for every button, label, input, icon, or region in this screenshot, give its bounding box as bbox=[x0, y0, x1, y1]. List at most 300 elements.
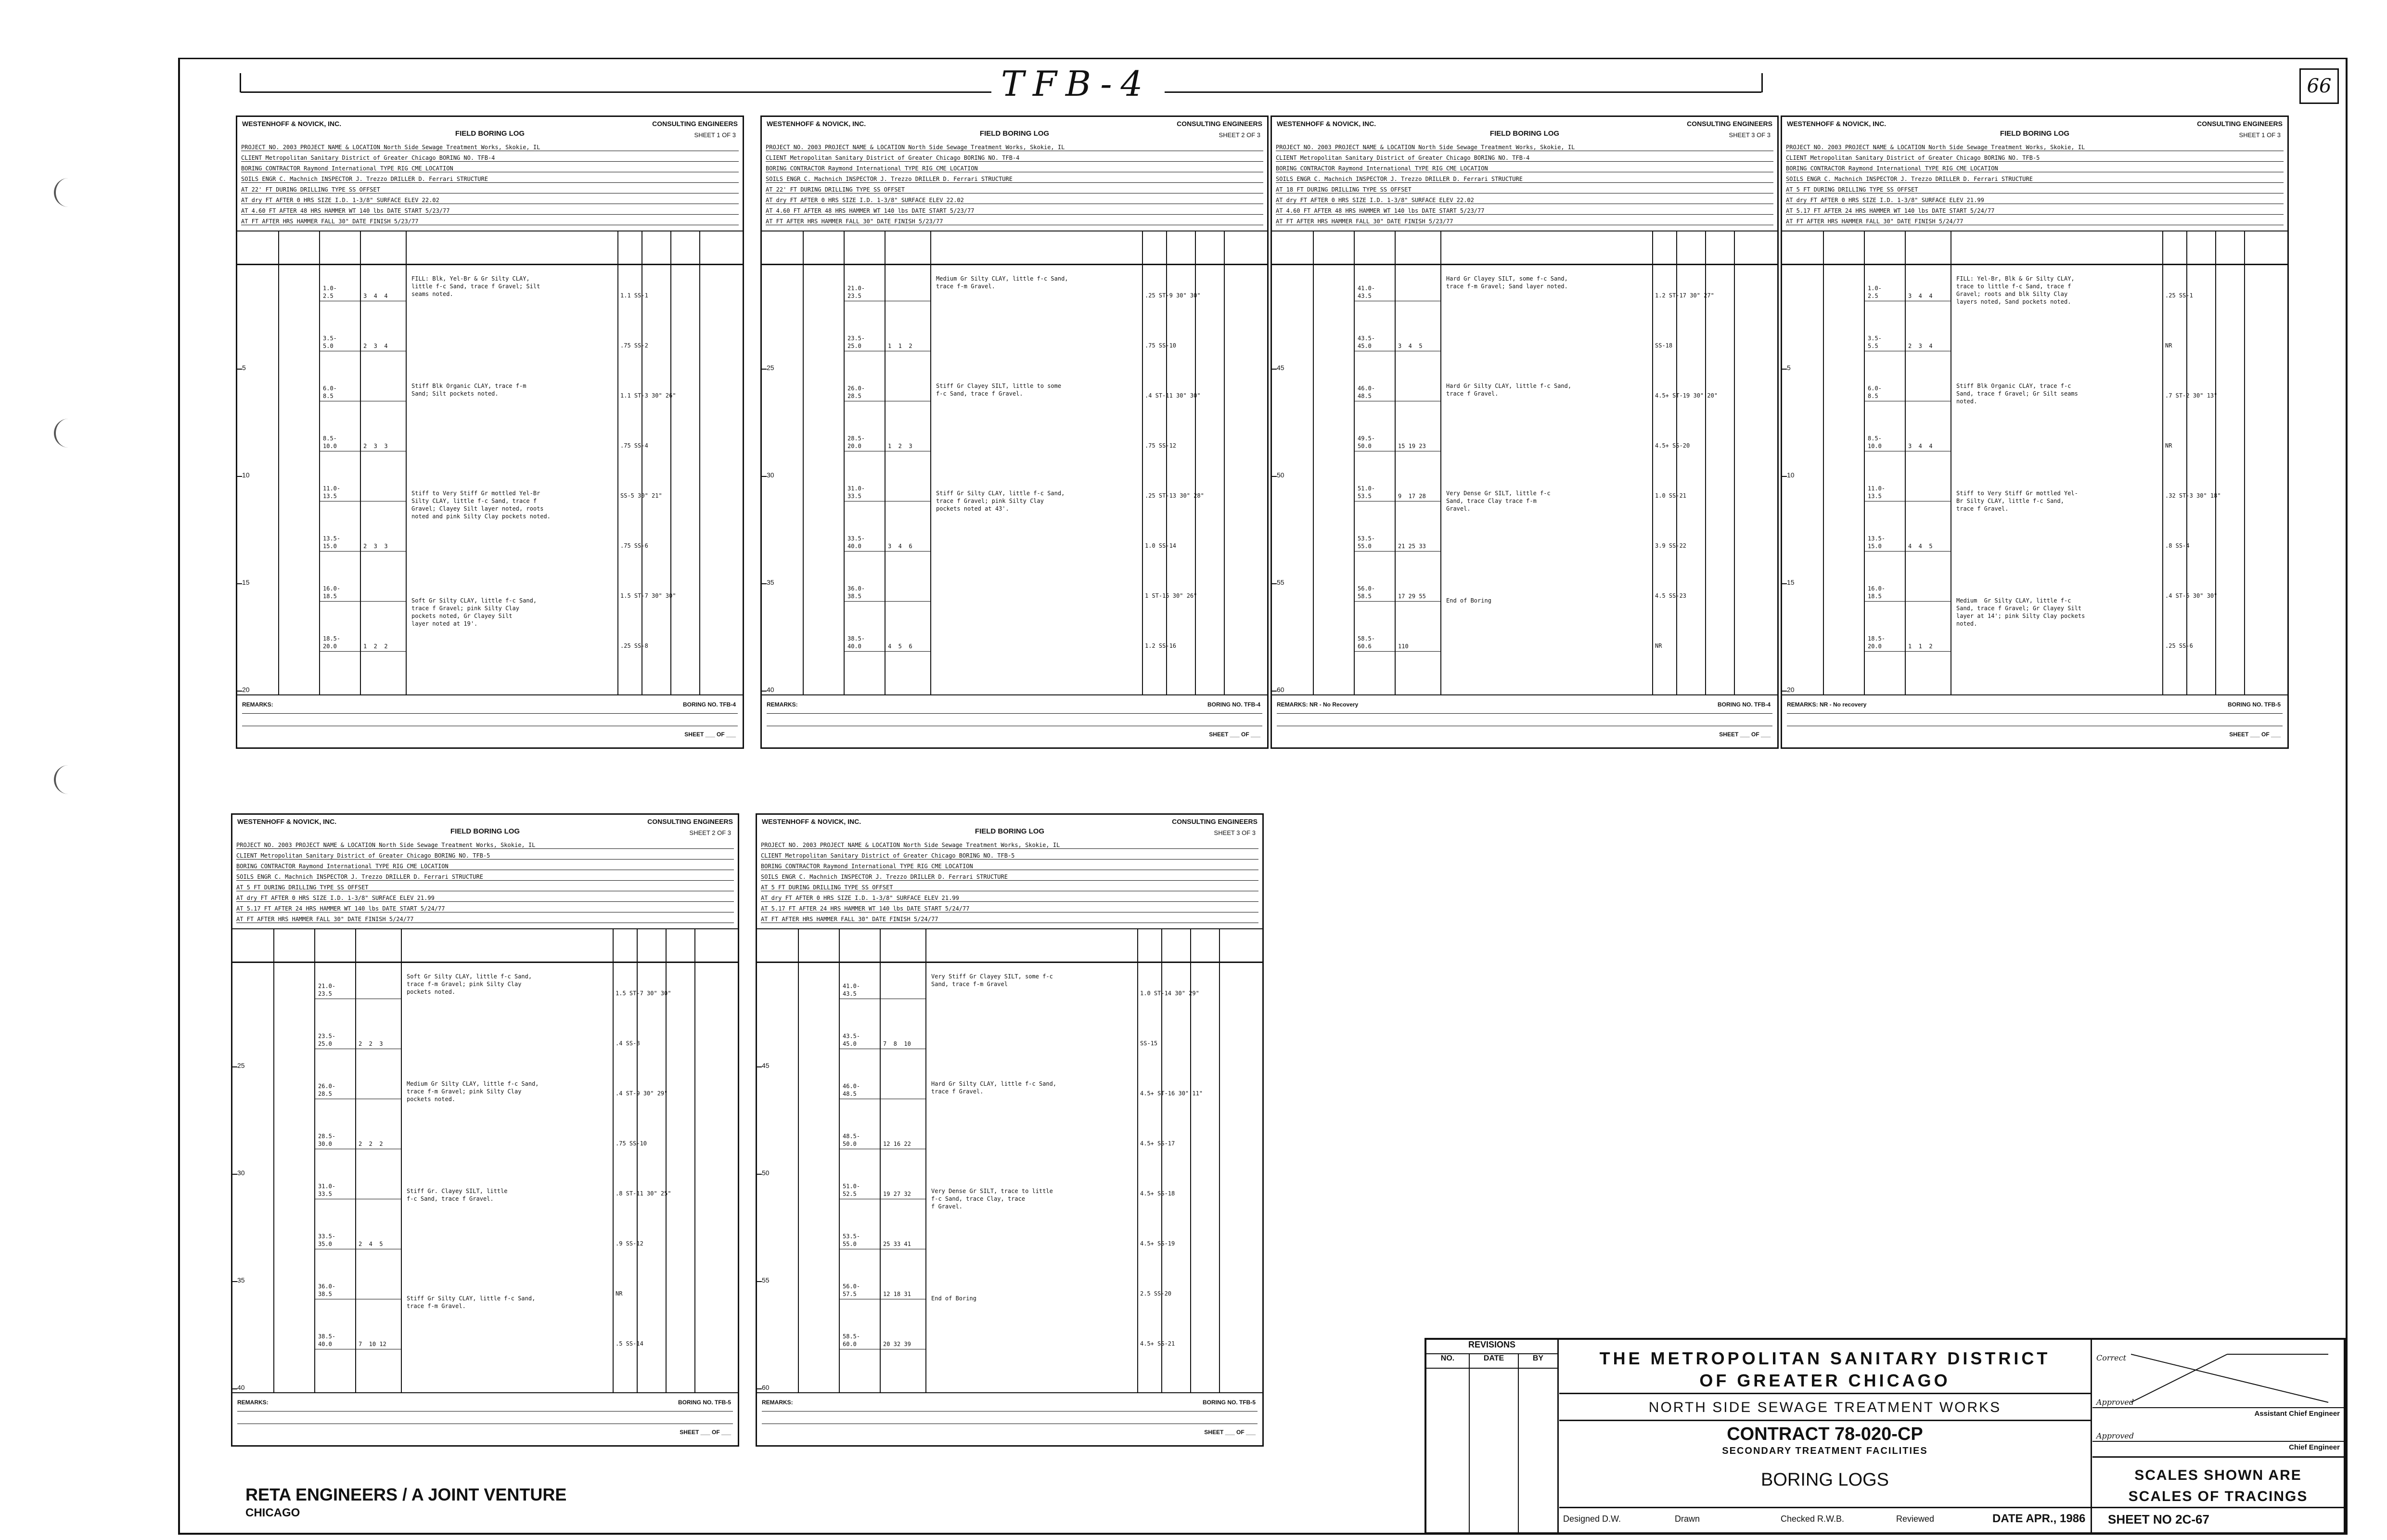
column-rule bbox=[803, 231, 804, 694]
sample-type-number: .25 SS-6 bbox=[2165, 642, 2193, 649]
depth-marker: 60 bbox=[1277, 686, 1284, 693]
sample-depth-range: 46.0- 48.5 bbox=[843, 1083, 860, 1097]
consulting-engineers-label: CONSULTING ENGINEERS bbox=[1177, 120, 1262, 128]
sample-type-number: 2.5 SS-20 bbox=[1140, 1290, 1172, 1297]
sample-type-number: .7 ST-2 30" 13" bbox=[2165, 392, 2218, 399]
log-sheet-number: SHEET 3 OF 3 bbox=[1729, 131, 1771, 139]
sample-blow-counts: 12 16 22 bbox=[883, 1141, 911, 1147]
remarks: REMARKS: bbox=[767, 701, 798, 708]
column-rule bbox=[670, 231, 671, 694]
sample-type-number: SS-15 bbox=[1140, 1040, 1158, 1047]
sample-depth-range: 28.5- 30.0 bbox=[318, 1133, 336, 1147]
revision-by-header: BY bbox=[1519, 1354, 1557, 1369]
sample-depth-range: 23.5- 25.0 bbox=[847, 335, 865, 349]
title-block-main bbox=[1559, 1340, 2092, 1532]
log-header bbox=[1782, 117, 2287, 265]
depth-tick bbox=[757, 1281, 762, 1282]
header-field-water2: AT dry FT AFTER 0 HRS SIZE I.D. 1-3/8" SURFACE ELEV 21.99 bbox=[236, 895, 734, 902]
column-rule bbox=[613, 928, 614, 1392]
column-rule bbox=[2215, 231, 2216, 694]
sample-depth-range: 1.0- 2.5 bbox=[1868, 285, 1882, 299]
soil-description: End of Boring bbox=[1446, 597, 1491, 604]
depth-marker: 15 bbox=[1787, 578, 1795, 586]
sample-type-number: .25 SS-1 bbox=[2165, 292, 2193, 299]
sample-depth-range: 51.0- 52.5 bbox=[843, 1183, 860, 1197]
consulting-engineers-label: CONSULTING ENGINEERS bbox=[1687, 120, 1772, 128]
depth-tick bbox=[757, 1388, 762, 1389]
column-rule bbox=[1313, 231, 1314, 694]
sample-type-number: 4.5+ ST-16 30" 11" bbox=[1140, 1090, 1203, 1097]
sample-depth-range: 16.0- 18.5 bbox=[1868, 585, 1886, 600]
firm-name: WESTENHOFF & NOVICK, INC. bbox=[1787, 120, 1886, 128]
depth-marker: 30 bbox=[767, 471, 774, 479]
column-headers bbox=[757, 928, 1262, 962]
sample-type-number: .75 SS-2 bbox=[620, 342, 648, 349]
column-rule bbox=[355, 928, 356, 1392]
sample-blow-counts: 4 4 5 bbox=[1908, 543, 1933, 550]
scales-note-line-1: SCALES SHOWN ARE bbox=[2134, 1467, 2302, 1483]
sample-type-number: .5 SS-14 bbox=[616, 1340, 643, 1347]
title-bracket-line-right bbox=[1165, 91, 1761, 93]
header-field-water3: AT 4.60 FT AFTER 48 HRS HAMMER WT 140 lbs DATE START 5/23/77 bbox=[766, 207, 1263, 215]
header-field-engineer: SOILS ENGR C. Machnich INSPECTOR J. Trezzo DRILLER D. Ferrari STRUCTURE bbox=[1276, 176, 1773, 183]
column-rule bbox=[314, 928, 315, 1392]
firm-name: WESTENHOFF & NOVICK, INC. bbox=[762, 818, 861, 825]
sample-type-number: .75 SS-10 bbox=[1145, 342, 1177, 349]
log-body-bottom bbox=[762, 694, 1267, 695]
sample-blow-counts: 1 2 2 bbox=[363, 643, 388, 650]
depth-tick bbox=[237, 691, 242, 692]
sample-depth-range: 31.0- 33.5 bbox=[847, 485, 865, 500]
sample-blow-counts: 2 3 4 bbox=[363, 343, 388, 349]
sample-type-number: 4.5+ SS-20 bbox=[1655, 442, 1690, 449]
approved-label-2: Approved bbox=[2096, 1431, 2134, 1440]
sample-type-number: 1 ST-15 30" 26" bbox=[1145, 592, 1197, 599]
column-rule bbox=[1905, 231, 1906, 694]
remarks: REMARKS: bbox=[242, 701, 273, 708]
depth-marker: 25 bbox=[767, 364, 774, 372]
log-sheet-number: SHEET 1 OF 3 bbox=[694, 131, 736, 139]
header-field-client: CLIENT Metropolitan Sanitary District of Greater Chicago BORING NO. TFB-4 bbox=[1276, 154, 1773, 162]
sample-depth-range: 11.0- 13.5 bbox=[323, 485, 341, 500]
sample-type-number: .25 SS-8 bbox=[620, 642, 648, 649]
column-rule bbox=[2162, 231, 2163, 694]
boring-number: BORING NO. TFB-4 bbox=[683, 701, 736, 708]
depth-tick bbox=[762, 476, 767, 477]
sample-row-rule bbox=[1864, 551, 1951, 552]
header-field-client: CLIENT Metropolitan Sanitary District of Greater Chicago BORING NO. TFB-4 bbox=[766, 154, 1263, 162]
header-field-project: PROJECT NO. 2003 PROJECT NAME & LOCATION North Side Sewage Treatment Works, Skokie, IL bbox=[1276, 144, 1773, 151]
soil-description: FILL: Blk, Yel-Br & Gr Silty CLAY, little f-c Sand, trace f Gravel; Silt seams noted. bbox=[411, 275, 540, 297]
sheet-of-field: SHEET ___ OF ___ bbox=[1209, 731, 1260, 738]
remarks-line bbox=[242, 713, 738, 714]
sample-blow-counts: 110 bbox=[1398, 643, 1409, 650]
header-field-engineer: SOILS ENGR C. Machnich INSPECTOR J. Trezzo DRILLER D. Ferrari STRUCTURE bbox=[766, 176, 1263, 183]
firm-name: WESTENHOFF & NOVICK, INC. bbox=[1277, 120, 1376, 128]
column-rule bbox=[1195, 231, 1196, 694]
soil-description: Medium Gr Silty CLAY, little f-c Sand, trace f-m Gravel; pink Silty Clay pockets noted. bbox=[407, 1080, 539, 1103]
sample-type-number: 1.0 ST-14 30" 29" bbox=[1140, 990, 1199, 997]
soil-description: Very Dense Gr SILT, trace to little f-c Sand, trace Clay, trace f Gravel. bbox=[931, 1188, 1053, 1210]
log-title: FIELD BORING LOG bbox=[975, 827, 1045, 835]
depth-marker: 40 bbox=[767, 686, 774, 693]
depth-marker: 15 bbox=[242, 578, 250, 586]
log-title: FIELD BORING LOG bbox=[2000, 129, 2070, 138]
header-field-water3: AT 5.17 FT AFTER 24 HRS HAMMER WT 140 lbs DATE START 5/24/77 bbox=[761, 905, 1258, 912]
scales-note bbox=[2092, 1465, 2344, 1507]
column-rule bbox=[694, 928, 695, 1392]
column-rule bbox=[1354, 231, 1355, 694]
sample-depth-range: 33.5- 40.0 bbox=[847, 535, 865, 550]
header-field-water3: AT 4.60 FT AFTER 48 HRS HAMMER WT 140 lbs DATE START 5/23/77 bbox=[1276, 207, 1773, 215]
drawn-by: Drawn bbox=[1675, 1514, 1700, 1524]
header-field-water1: AT 5 FT DURING DRILLING TYPE SS OFFSET bbox=[236, 884, 734, 891]
soil-description: Hard Gr Silty CLAY, little f-c Sand, trace f Gravel. bbox=[931, 1080, 1057, 1095]
header-field-client: CLIENT Metropolitan Sanitary District of Greater Chicago BORING NO. TFB-5 bbox=[1786, 154, 2284, 162]
sample-type-number: 4.5+ SS-18 bbox=[1140, 1190, 1175, 1197]
sample-depth-range: 6.0- 8.5 bbox=[323, 385, 337, 399]
sample-blow-counts: 12 18 31 bbox=[883, 1291, 911, 1297]
firm-name: WESTENHOFF & NOVICK, INC. bbox=[767, 120, 866, 128]
log-header bbox=[762, 117, 1267, 265]
sample-type-number: SS-5 30" 21" bbox=[620, 492, 662, 499]
column-rule bbox=[930, 231, 931, 694]
depth-tick bbox=[237, 476, 242, 477]
sample-depth-range: 43.5- 45.0 bbox=[1358, 335, 1375, 349]
sample-depth-range: 26.0- 28.5 bbox=[847, 385, 865, 399]
boring-number: BORING NO. TFB-4 bbox=[1718, 701, 1771, 708]
column-rule bbox=[839, 928, 840, 1392]
depth-marker: 55 bbox=[762, 1276, 770, 1284]
boring-number: BORING NO. TFB-5 bbox=[2228, 701, 2281, 708]
sample-type-number: .32 ST-3 30" 18" bbox=[2165, 492, 2221, 499]
sample-row-rule bbox=[1864, 651, 1951, 652]
column-rule bbox=[1219, 928, 1220, 1392]
depth-tick bbox=[1782, 369, 1787, 370]
sample-row-rule bbox=[844, 651, 930, 652]
sample-type-number: 4.5+ SS-19 bbox=[1140, 1240, 1175, 1247]
header-field-water4: AT FT AFTER HRS HAMMER FALL 30" DATE FINISH 5/23/77 bbox=[241, 218, 739, 225]
depth-tick bbox=[1782, 691, 1787, 692]
header-field-water2: AT dry FT AFTER 0 HRS SIZE I.D. 1-3/8" SURFACE ELEV 22.02 bbox=[766, 197, 1263, 204]
sample-depth-range: 3.5- 5.5 bbox=[1868, 335, 1882, 349]
header-field-water1: AT 18 FT DURING DRILLING TYPE SS OFFSET bbox=[1276, 186, 1773, 193]
column-headers bbox=[1782, 231, 2287, 265]
header-field-water4: AT FT AFTER HRS HAMMER FALL 30" DATE FINISH 5/23/77 bbox=[766, 218, 1263, 225]
depth-tick bbox=[1272, 369, 1277, 370]
sample-depth-range: 8.5- 10.0 bbox=[323, 435, 337, 449]
title-divider bbox=[1559, 1420, 2091, 1421]
log-body-bottom bbox=[1782, 694, 2287, 695]
soil-description: Very Stiff Gr Clayey SILT, some f-c Sand, trace f-m Gravel bbox=[931, 973, 1053, 988]
header-field-project: PROJECT NO. 2003 PROJECT NAME & LOCATION North Side Sewage Treatment Works, Skokie, IL bbox=[236, 842, 734, 849]
remarks-line bbox=[767, 713, 1262, 714]
sample-depth-range: 33.5- 35.0 bbox=[318, 1233, 336, 1247]
sample-row-rule bbox=[1354, 551, 1440, 552]
sample-blow-counts: 3 4 5 bbox=[1398, 343, 1423, 349]
column-rule bbox=[319, 231, 320, 694]
sample-type-number: .25 ST-9 30" 30" bbox=[1145, 292, 1201, 299]
depth-marker: 45 bbox=[762, 1062, 770, 1069]
sample-row-rule bbox=[844, 601, 930, 602]
depth-marker: 45 bbox=[1277, 364, 1284, 372]
sample-blow-counts: 2 2 3 bbox=[359, 1040, 383, 1047]
log-sheet-number: SHEET 2 OF 3 bbox=[1219, 131, 1260, 139]
column-rule bbox=[401, 928, 402, 1392]
log-title: FIELD BORING LOG bbox=[979, 129, 1050, 138]
header-field-client: CLIENT Metropolitan Sanitary District of Greater Chicago BORING NO. TFB-5 bbox=[236, 852, 734, 860]
consulting-engineers-label: CONSULTING ENGINEERS bbox=[2197, 120, 2283, 128]
depth-tick bbox=[1272, 691, 1277, 692]
soil-description: Stiff Gr Silty CLAY, little f-c Sand, trace f-m Gravel. bbox=[407, 1295, 536, 1309]
revision-col-divider bbox=[1469, 1368, 1470, 1532]
depth-marker: 30 bbox=[237, 1169, 245, 1177]
sample-depth-range: 8.5- 10.0 bbox=[1868, 435, 1882, 449]
field-boring-log bbox=[236, 116, 744, 749]
column-rule bbox=[273, 928, 274, 1392]
column-rule bbox=[1137, 928, 1138, 1392]
sample-type-number: .4 ST-11 30" 30" bbox=[1145, 392, 1201, 399]
sample-type-number: 4.5+ ST-19 30" 20" bbox=[1655, 392, 1718, 399]
sample-type-number: 4.5+ SS-21 bbox=[1140, 1340, 1175, 1347]
column-rule bbox=[1734, 231, 1735, 694]
depth-tick bbox=[232, 1066, 237, 1067]
scales-note-line-2: SCALES OF TRACINGS bbox=[2128, 1489, 2308, 1504]
sample-row-rule bbox=[844, 551, 930, 552]
sample-depth-range: 41.0- 43.5 bbox=[1358, 285, 1375, 299]
sample-depth-range: 53.5- 55.0 bbox=[843, 1233, 860, 1247]
sheet-of-field: SHEET ___ OF ___ bbox=[684, 731, 736, 738]
log-sheet-number: SHEET 2 OF 3 bbox=[689, 829, 731, 836]
header-field-water4: AT FT AFTER HRS HAMMER FALL 30" DATE FINISH 5/24/77 bbox=[236, 916, 734, 923]
sample-type-number: 1.0 SS-21 bbox=[1655, 492, 1687, 499]
field-boring-log bbox=[760, 116, 1269, 749]
depth-marker: 10 bbox=[242, 471, 250, 479]
column-rule bbox=[1652, 231, 1653, 694]
column-rule bbox=[666, 928, 667, 1392]
chief-engineer-label: Chief Engineer bbox=[2289, 1443, 2340, 1451]
sample-depth-range: 16.0- 18.5 bbox=[323, 585, 341, 600]
column-rule bbox=[360, 231, 361, 694]
header-field-water1: AT 22' FT DURING DRILLING TYPE SS OFFSET bbox=[241, 186, 739, 193]
log-body-bottom bbox=[237, 694, 743, 695]
sample-depth-range: 23.5- 25.0 bbox=[318, 1033, 336, 1047]
firm-name: WESTENHOFF & NOVICK, INC. bbox=[242, 120, 342, 128]
depth-marker: 20 bbox=[1787, 686, 1795, 693]
signature-line bbox=[2092, 1407, 2344, 1408]
sample-blow-counts: 2 2 2 bbox=[359, 1141, 383, 1147]
column-rule bbox=[1161, 928, 1162, 1392]
header-field-water3: AT 5.17 FT AFTER 24 HRS HAMMER WT 140 lbs DATE START 5/24/77 bbox=[1786, 207, 2284, 215]
sample-depth-range: 53.5- 55.0 bbox=[1358, 535, 1375, 550]
depth-marker: 35 bbox=[237, 1276, 245, 1284]
column-headers bbox=[1272, 231, 1777, 265]
column-rule bbox=[1142, 231, 1143, 694]
project-name: NORTH SIDE SEWAGE TREATMENT WORKS bbox=[1648, 1399, 2002, 1415]
sample-depth-range: 36.0- 38.5 bbox=[318, 1283, 336, 1297]
log-title: FIELD BORING LOG bbox=[1489, 129, 1560, 138]
contract-number: CONTRACT 78-020-CP bbox=[1727, 1424, 1923, 1444]
punch-hole-mark bbox=[54, 765, 68, 794]
log-body-bottom bbox=[757, 1392, 1262, 1393]
depth-tick bbox=[1272, 476, 1277, 477]
depth-tick bbox=[762, 583, 767, 584]
depth-tick bbox=[232, 1388, 237, 1389]
sample-blow-counts: 2 4 5 bbox=[359, 1241, 383, 1247]
district-name-line-1: THE METROPOLITAN SANITARY DISTRICT bbox=[1599, 1348, 2051, 1368]
header-field-water1: AT 5 FT DURING DRILLING TYPE SS OFFSET bbox=[1786, 186, 2284, 193]
sample-type-number: .8 ST-11 30" 25" bbox=[616, 1190, 671, 1197]
title-bracket-cap-left bbox=[240, 73, 241, 92]
firm-name: WESTENHOFF & NOVICK, INC. bbox=[237, 818, 337, 825]
sample-depth-range: 18.5- 20.0 bbox=[323, 635, 341, 650]
sample-type-number: .75 SS-4 bbox=[620, 442, 648, 449]
header-field-engineer: SOILS ENGR C. Machnich INSPECTOR J. Trezzo DRILLER D. Ferrari STRUCTURE bbox=[1786, 176, 2284, 183]
sample-blow-counts: 25 33 41 bbox=[883, 1241, 911, 1247]
soil-description: Stiff to Very Stiff Gr mottled Yel-Br Silty CLAY, little f-c Sand, trace f Gravel; Clayey Silt layer noted, roots noted and pink Silty Clay pockets noted. bbox=[411, 490, 551, 520]
sample-type-number: NR bbox=[1655, 642, 1662, 649]
column-rule bbox=[406, 231, 407, 694]
sample-depth-range: 13.5- 15.0 bbox=[323, 535, 341, 550]
consulting-engineers-label: CONSULTING ENGINEERS bbox=[652, 120, 738, 128]
column-rule bbox=[699, 231, 700, 694]
drawing-date: DATE APR., 1986 bbox=[1992, 1512, 2086, 1525]
remarks-line bbox=[1277, 713, 1772, 714]
sample-type-number: .4 ST-5 30" 30" bbox=[2165, 592, 2218, 599]
approval-cross-mark bbox=[2131, 1349, 2333, 1407]
depth-tick bbox=[232, 1281, 237, 1282]
sample-blow-counts: 9 17 28 bbox=[1398, 493, 1426, 500]
sample-row-rule bbox=[1354, 651, 1440, 652]
boring-number: BORING NO. TFB-4 bbox=[1207, 701, 1260, 708]
soil-description: FILL: Yel-Br, Blk & Gr Silty CLAY, trace to little f-c Sand, trace f Gravel; roots and blk Silty Clay layers noted, Sand pockets noted. bbox=[1956, 275, 2075, 305]
sample-blow-counts: 3 4 4 bbox=[1908, 443, 1933, 449]
soil-description: Stiff to Very Stiff Gr mottled Yel- Br Silty CLAY, little f-c Sand, trace f Gravel. bbox=[1956, 490, 2078, 512]
remarks-line bbox=[762, 1411, 1258, 1412]
sample-depth-range: 11.0- 13.5 bbox=[1868, 485, 1886, 500]
sample-blow-counts: 3 4 4 bbox=[363, 293, 388, 299]
checked-by: Checked R.W.B. bbox=[1781, 1514, 1845, 1524]
title-divider bbox=[1559, 1393, 2091, 1394]
sample-type-number: 4.5 SS-23 bbox=[1655, 592, 1687, 599]
sample-type-number: .25 ST-13 30" 28" bbox=[1145, 492, 1204, 499]
sample-depth-range: 3.5- 5.0 bbox=[323, 335, 337, 349]
soil-description: Stiff Gr. Clayey SILT, little f-c Sand, trace f Gravel. bbox=[407, 1188, 508, 1202]
approvals-block bbox=[2092, 1340, 2344, 1532]
depth-marker: 20 bbox=[242, 686, 250, 693]
column-rule bbox=[1705, 231, 1706, 694]
header-field-project: PROJECT NO. 2003 PROJECT NAME & LOCATION North Side Sewage Treatment Works, Skokie, IL bbox=[1786, 144, 2284, 151]
header-field-contractor: BORING CONTRACTOR Raymond International TYPE RIG CME LOCATION bbox=[1276, 165, 1773, 172]
sample-row-rule bbox=[319, 551, 406, 552]
sample-depth-range: 6.0- 8.5 bbox=[1868, 385, 1882, 399]
sample-blow-counts: 1 1 2 bbox=[1908, 643, 1933, 650]
approval-divider bbox=[2092, 1456, 2344, 1458]
depth-marker: 40 bbox=[237, 1384, 245, 1391]
sample-depth-range: 38.5- 40.0 bbox=[847, 635, 865, 650]
sample-type-number: 1.5 ST-7 30" 30" bbox=[616, 990, 671, 997]
sample-depth-range: 56.0- 57.5 bbox=[843, 1283, 860, 1297]
boring-number: BORING NO. TFB-5 bbox=[678, 1399, 731, 1406]
handwritten-title: TFB-4 bbox=[1001, 64, 1152, 104]
remarks-line bbox=[1787, 713, 2283, 714]
header-field-water1: AT 5 FT DURING DRILLING TYPE SS OFFSET bbox=[761, 884, 1258, 891]
column-rule bbox=[637, 928, 638, 1392]
header-field-water1: AT 22' FT DURING DRILLING TYPE SS OFFSET bbox=[766, 186, 1263, 193]
sample-depth-range: 41.0- 43.5 bbox=[843, 983, 860, 997]
depth-tick bbox=[1782, 583, 1787, 584]
sheet-of-field: SHEET ___ OF ___ bbox=[1204, 1429, 1256, 1436]
header-field-water3: AT 5.17 FT AFTER 24 HRS HAMMER WT 140 lbs DATE START 5/24/77 bbox=[236, 905, 734, 912]
depth-marker: 60 bbox=[762, 1384, 770, 1391]
sample-blow-counts: 17 29 55 bbox=[1398, 593, 1426, 600]
consulting-engineers-label: CONSULTING ENGINEERS bbox=[647, 818, 733, 825]
log-header bbox=[232, 815, 738, 963]
header-field-water4: AT FT AFTER HRS HAMMER FALL 30" DATE FINISH 5/24/77 bbox=[761, 916, 1258, 923]
field-boring-log bbox=[756, 813, 1264, 1447]
soil-description: End of Boring bbox=[931, 1295, 976, 1302]
sample-depth-range: 58.5- 60.6 bbox=[1358, 635, 1375, 650]
sample-type-number: .4 SS-8 bbox=[616, 1040, 640, 1047]
sample-blow-counts: 15 19 23 bbox=[1398, 443, 1426, 449]
header-field-engineer: SOILS ENGR C. Machnich INSPECTOR J. Trezzo DRILLER D. Ferrari STRUCTURE bbox=[241, 176, 739, 183]
sample-blow-counts: 21 25 33 bbox=[1398, 543, 1426, 550]
header-field-water4: AT FT AFTER HRS HAMMER FALL 30" DATE FINISH 5/24/77 bbox=[1786, 218, 2284, 225]
soil-description: Hard Gr Clayey SILT, some f-c Sand, trace f-m Gravel; Sand layer noted. bbox=[1446, 275, 1568, 290]
sample-type-number: .9 SS-12 bbox=[616, 1240, 643, 1247]
depth-marker: 10 bbox=[1787, 471, 1795, 479]
sample-type-number: 1.1 ST-3 30" 26" bbox=[620, 392, 676, 399]
boring-number: BORING NO. TFB-5 bbox=[1203, 1399, 1256, 1406]
column-rule bbox=[798, 928, 799, 1392]
depth-marker: 55 bbox=[1277, 578, 1284, 586]
reviewed-by: Reviewed bbox=[1896, 1514, 1935, 1524]
sample-depth-range: 36.0- 38.5 bbox=[847, 585, 865, 600]
soil-description: Soft Gr Silty CLAY, little f-c Sand, trace f-m Gravel; pink Silty Clay pockets noted. bbox=[407, 973, 532, 995]
header-field-water2: AT dry FT AFTER 0 HRS SIZE I.D. 1-3/8" SURFACE ELEV 21.99 bbox=[761, 895, 1258, 902]
depth-tick bbox=[1782, 476, 1787, 477]
punch-hole-mark bbox=[54, 178, 68, 207]
header-field-water4: AT FT AFTER HRS HAMMER FALL 30" DATE FINISH 5/23/77 bbox=[1276, 218, 1773, 225]
sample-depth-range: 18.5- 20.0 bbox=[1868, 635, 1886, 650]
revision-no-header: NO. bbox=[1426, 1354, 1470, 1369]
depth-marker: 5 bbox=[242, 364, 246, 372]
sample-row-rule bbox=[1864, 601, 1951, 602]
soil-description: Stiff Blk Organic CLAY, trace f-c Sand, trace f Gravel; Gr Silt seams noted. bbox=[1956, 383, 2078, 405]
sample-depth-range: 26.0- 28.5 bbox=[318, 1083, 336, 1097]
title-bracket-line-left bbox=[241, 91, 991, 93]
column-rule bbox=[885, 231, 886, 694]
sample-type-number: NR bbox=[616, 1290, 623, 1297]
soil-description: Medium Gr Silty CLAY, little f-c Sand, trace f-m Gravel. bbox=[936, 275, 1068, 290]
sample-depth-range: 51.0- 53.5 bbox=[1358, 485, 1375, 500]
sample-type-number: .75 SS-10 bbox=[616, 1140, 647, 1147]
sample-type-number: .8 SS-4 bbox=[2165, 542, 2190, 549]
header-field-water2: AT dry FT AFTER 0 HRS SIZE I.D. 1-3/8" SURFACE ELEV 22.02 bbox=[241, 197, 739, 204]
district-name-line-2: OF GREATER CHICAGO bbox=[1699, 1371, 1951, 1390]
column-rule bbox=[1676, 231, 1677, 694]
column-rule bbox=[278, 231, 279, 694]
log-title: FIELD BORING LOG bbox=[450, 827, 520, 835]
log-title: FIELD BORING LOG bbox=[455, 129, 525, 138]
drawing-title: BORING LOGS bbox=[1760, 1470, 1889, 1490]
sheet-index-box: 66 bbox=[2299, 68, 2339, 104]
log-body-bottom bbox=[232, 1392, 738, 1393]
depth-marker: 50 bbox=[1277, 471, 1284, 479]
sample-row-rule bbox=[1354, 601, 1440, 602]
sample-depth-range: 38.5- 40.0 bbox=[318, 1333, 336, 1348]
header-field-contractor: BORING CONTRACTOR Raymond International TYPE RIG CME LOCATION bbox=[236, 863, 734, 870]
